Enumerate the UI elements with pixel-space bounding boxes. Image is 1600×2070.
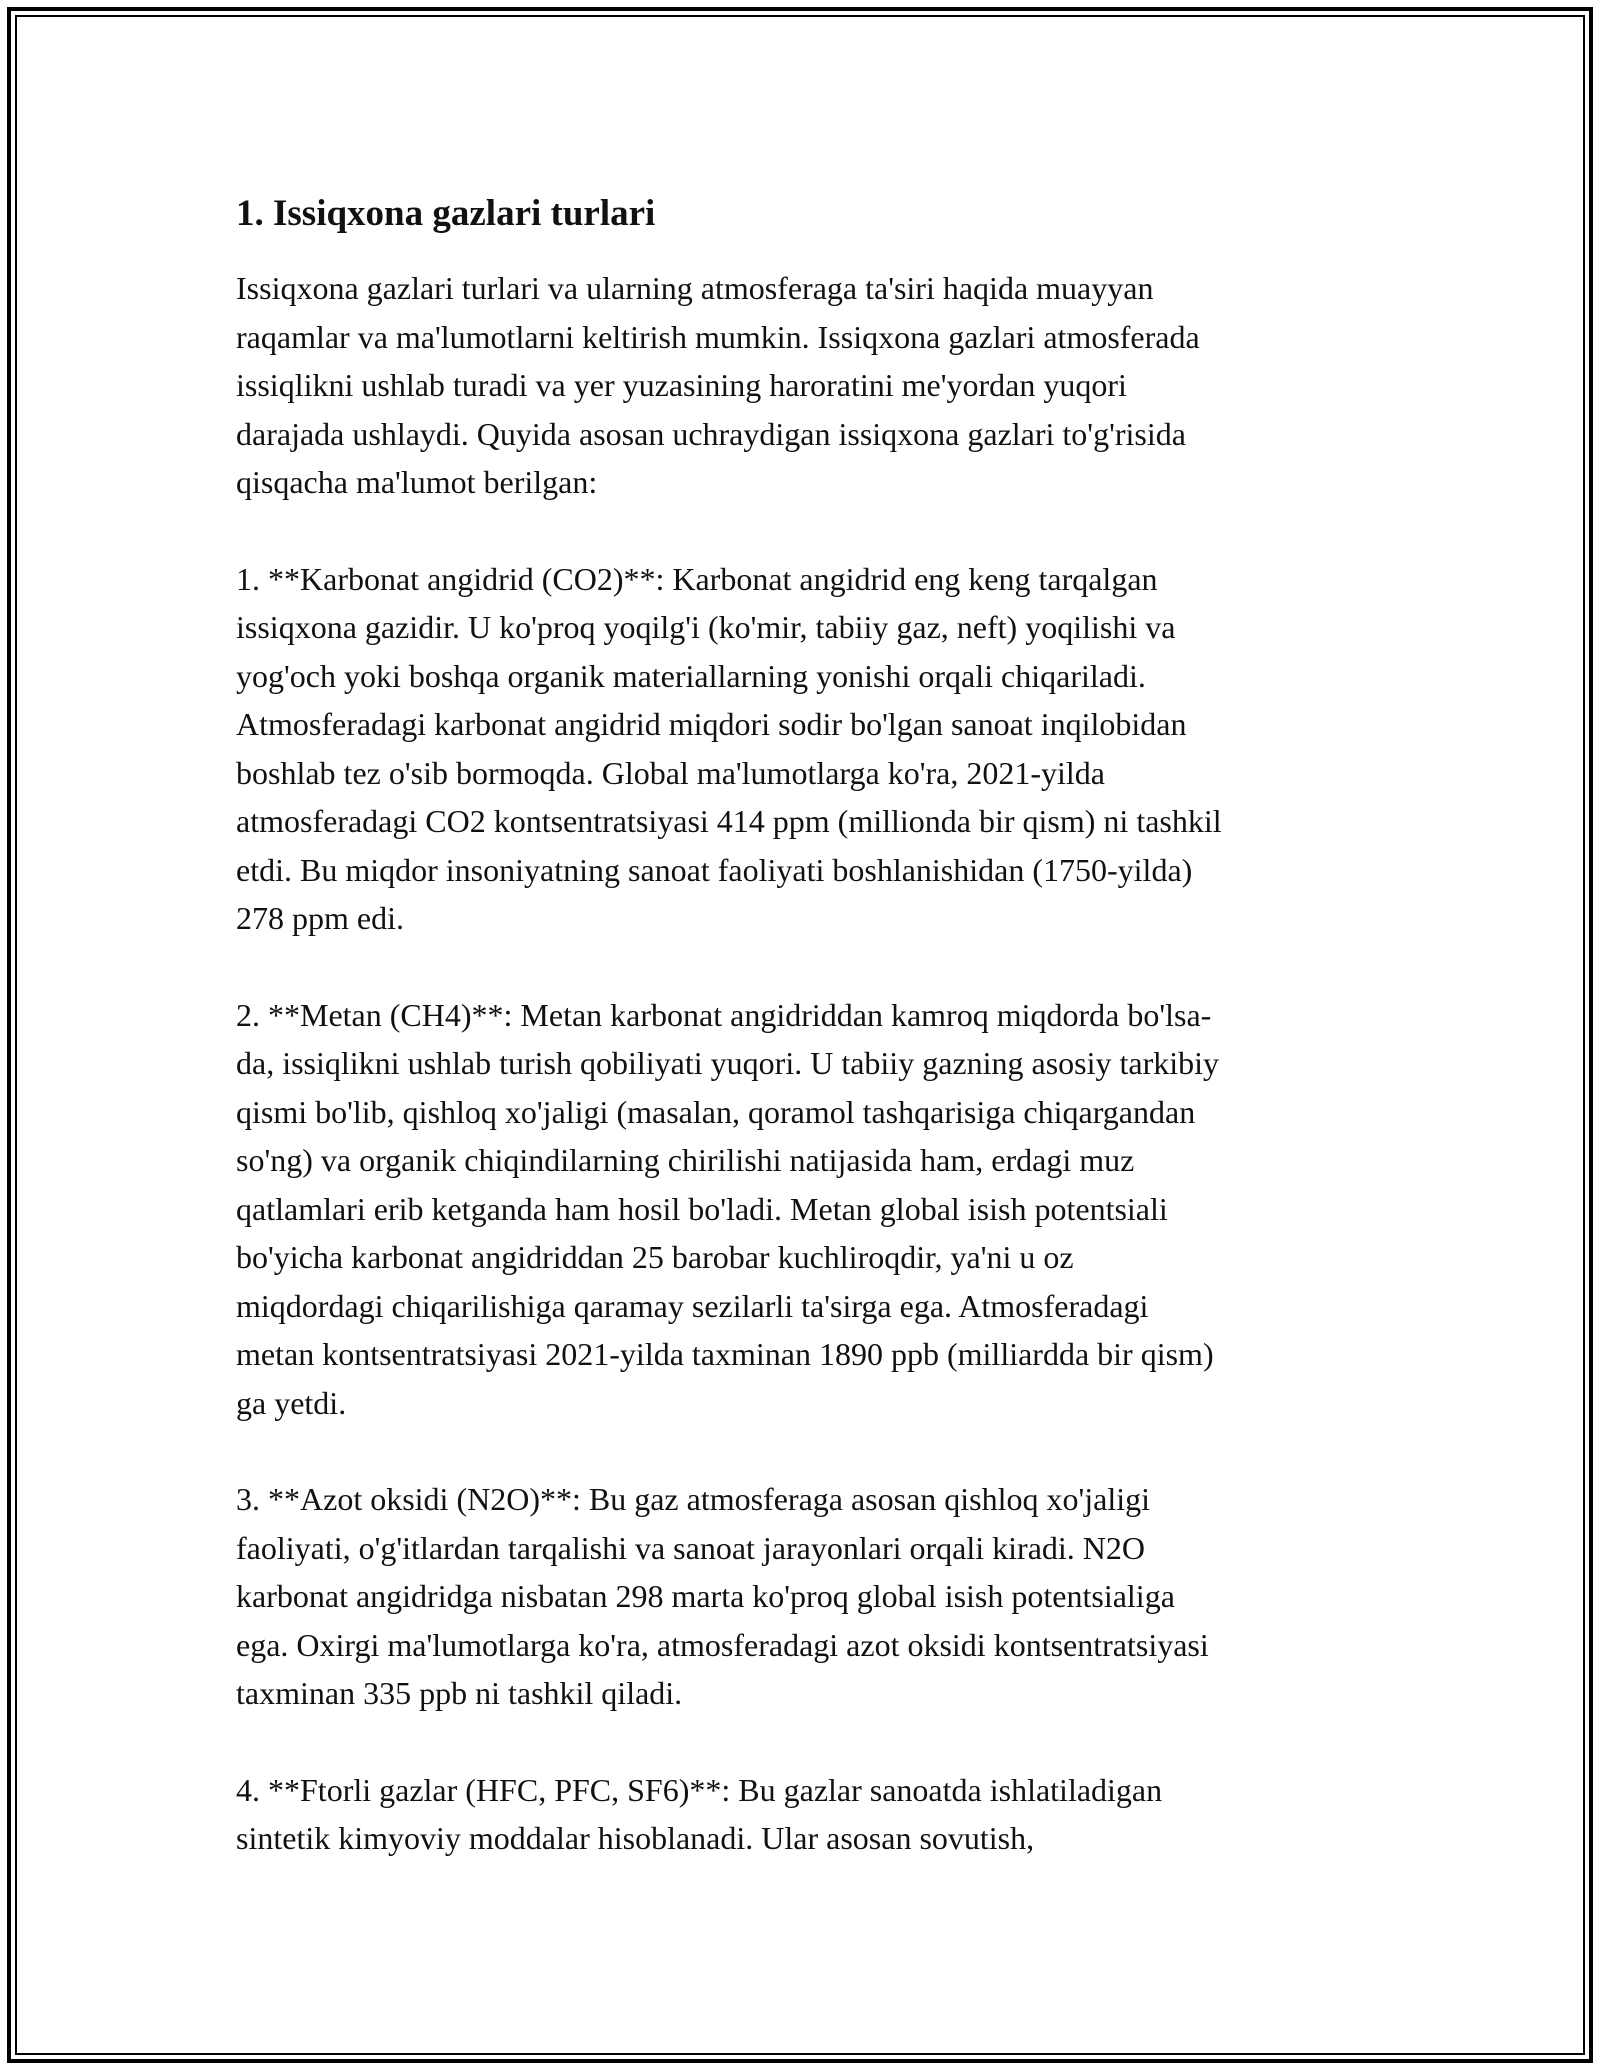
nitrous-oxide-paragraph: 3. **Azot oksidi (N2O)**: Bu gaz atmosferaga asosan qishloq xo'jaligi faoliyati, o'g'itlardan tarqalishi va sanoat jarayonlari orqali kiradi. N2O karbonat angidridga nisbatan 298 marta ko'proq global isish potentsialiga ega. Oxirgi ma'lumotlarga ko'ra, atmosferadagi azot oksidi kontsentratsiyasi taxminan 335 ppb ni tashkil qiladi. <box>236 1481 1209 1711</box>
fluorinated-gases-paragraph: 4. **Ftorli gazlar (HFC, PFC, SF6)**: Bu gazlar sanoatda ishlatiladigan sintetik kimyoviy moddalar hisoblanadi. Ular asosan sovutish, <box>236 1771 1163 1856</box>
intro-paragraph: Issiqxona gazlari turlari va ularning atmosferaga ta'siri haqida muayyan raqamlar va ma'lumotlarni keltirish mumkin. Issiqxona gazlari atmosferada issiqlikni ushlab turadi va yer yuzasining haroratini me'yordan yuqori darajada ushlaydi. Quyida asosan uchraydigan issiqxona gazlari to'g'risida qisqacha ma'lumot berilgan: <box>236 270 1200 500</box>
co2-paragraph: 1. **Karbonat angidrid (CO2)**: Karbonat angidrid eng keng tarqalgan issiqxona gazidir. U ko'proq yoqilg'i (ko'mir, tabiiy gaz, neft) yoqilishi va yog'och yoki boshqa organik materiallarning yonishi orqali chiqariladi. Atmosferadagi karbonat angidrid miqdori sodir bo'lgan sanoat inqilobidan boshlab tez o'sib bormoqda. Global ma'lumotlarga ko'ra, 2021-yilda atmosferadagi CO2 kontsentratsiyasi 414 ppm (millionda bir qism) ni tashkil etdi. Bu miqdor insoniyatning sanoat faoliyati boshlanishidan (1750-yilda) 278 ppm edi. <box>236 560 1222 936</box>
methane-paragraph: 2. **Metan (CH4)**: Metan karbonat angidriddan kamroq miqdorda bo'lsa- da, issiqlikni ushlab turish qobiliyati yuqori. U tabiiy gazning asosiy tarkibiy qismi bo'lib, qishloq xo'jaligi (masalan, qoramol tashqarisiga chiqargandan so'ng) va organik chiqindilarning chirilishi natijasida ham, erdagi muz qatlamlari erib ketganda ham hosil bo'ladi. Metan global isish potentsiali bo'yicha karbonat angidriddan 25 barobar kuchliroqdir, ya'ni u oz miqdordagi chiqarilishiga qaramay sezilarli ta'sirga ega. Atmosferadagi metan kontsentratsiyasi 2021-yilda taxminan 1890 ppb (milliardda bir qism) ga yetdi. <box>236 996 1220 1421</box>
document-body <box>236 186 1376 1911</box>
section-heading: 1. Issiqxona gazlari turlari <box>236 193 656 234</box>
